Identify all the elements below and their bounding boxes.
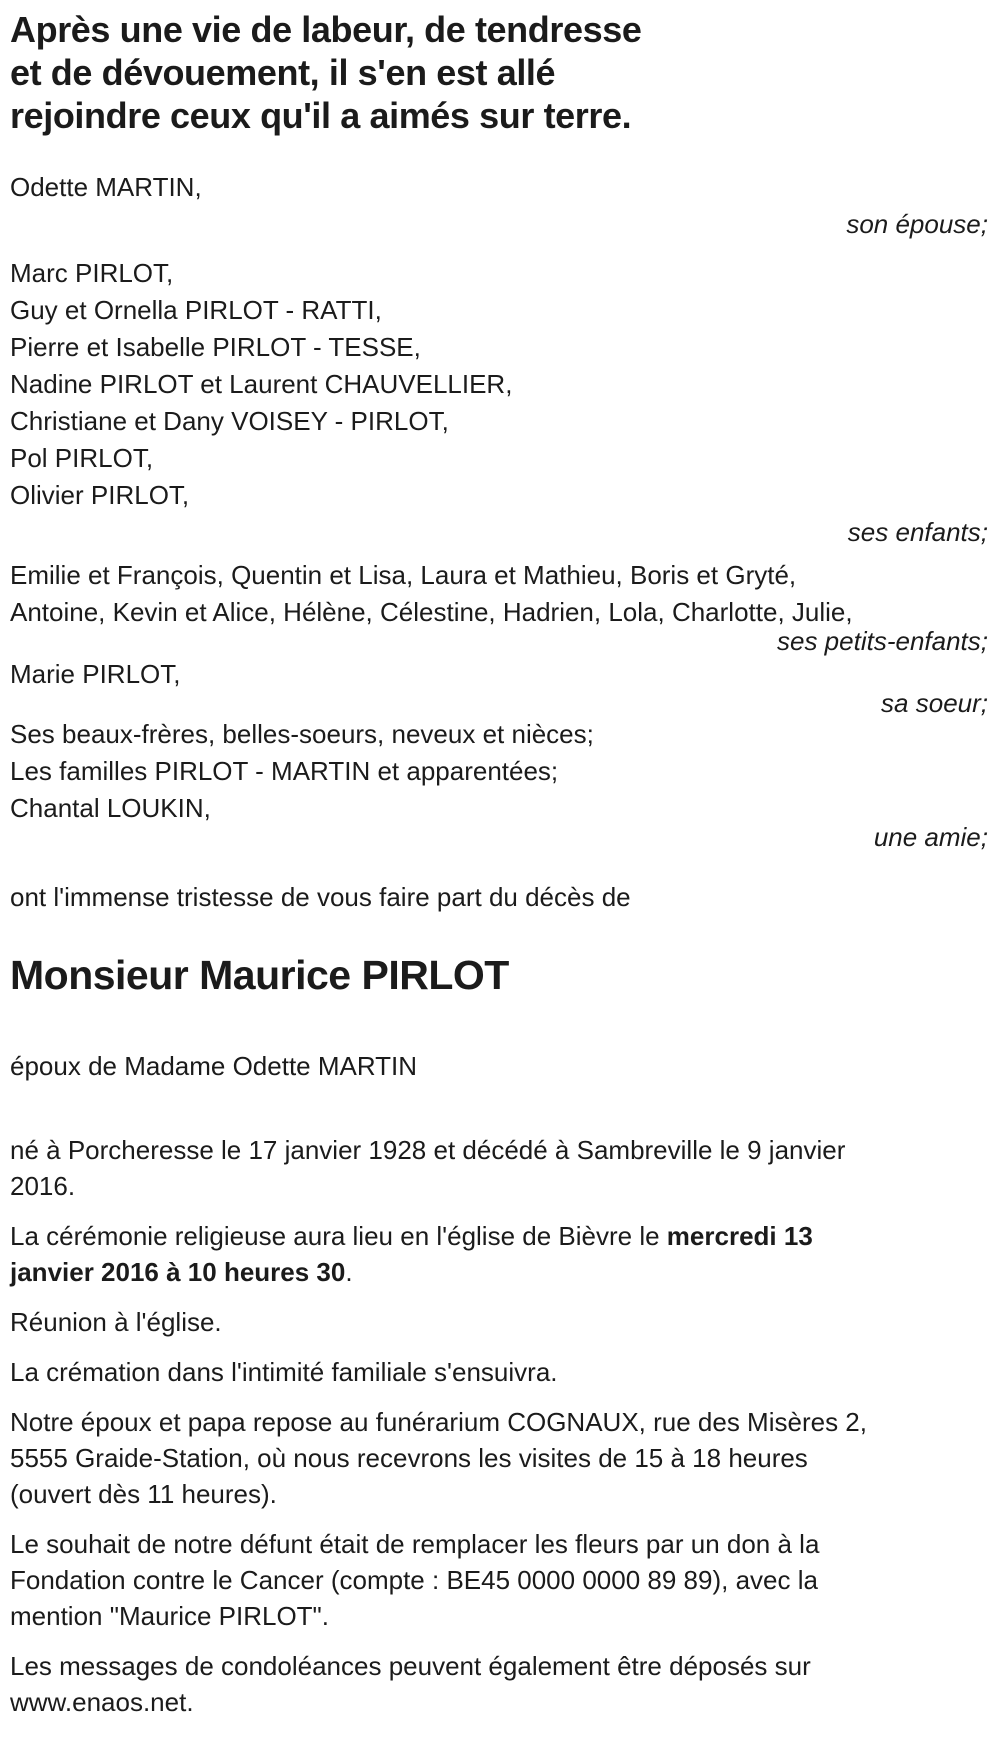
deceased-name-title: Monsieur Maurice PIRLOT xyxy=(10,952,509,998)
paragraph-line: 5555 Graide-Station, où nous recevrons les visites de 15 à 18 heures xyxy=(10,1443,808,1473)
ceremony-text: La cérémonie religieuse aura lieu en l'église de Bièvre le xyxy=(10,1221,667,1251)
paragraph-line: 2016. xyxy=(10,1171,76,1201)
cremation-paragraph xyxy=(10,1354,988,1390)
relative-name: Les familles PIRLOT - MARTIN et apparentées; xyxy=(10,756,559,786)
relative-name: Ses beaux-frères, belles-soeurs, neveux et nièces; xyxy=(10,719,594,749)
relative-name: Pierre et Isabelle PIRLOT - TESSE, xyxy=(10,332,421,362)
relative-name: Odette MARTIN, xyxy=(10,172,202,202)
relative-name: Guy et Ornella PIRLOT - RATTI, xyxy=(10,295,382,325)
relatives-group-spouse xyxy=(10,169,988,243)
relation-label: sa soeur; xyxy=(881,688,988,718)
paragraph-line xyxy=(10,1254,988,1290)
relatives-group-grandchildren xyxy=(10,557,988,656)
relative-name: Emilie et François, Quentin et Lisa, Laura et Mathieu, Boris et Gryté, xyxy=(10,560,797,590)
paragraph-line: Les messages de condoléances peuvent également être déposés sur xyxy=(10,1651,811,1681)
ceremony-paragraph xyxy=(10,1218,988,1290)
ceremony-date-bold: janvier 2016 à 10 heures 30 xyxy=(10,1257,346,1287)
relatives-group-families-friend xyxy=(10,716,988,852)
relation-label: une amie; xyxy=(873,822,988,852)
relative-name: Olivier PIRLOT, xyxy=(10,480,190,510)
paragraph-line: mention "Maurice PIRLOT". xyxy=(10,1601,330,1631)
paragraph-line: Notre époux et papa repose au funérarium COGNAUX, rue des Misères 2, xyxy=(10,1407,867,1437)
relative-name: Nadine PIRLOT et Laurent CHAUVELLIER, xyxy=(10,369,513,399)
paragraph-line: Réunion à l'église. xyxy=(10,1307,222,1337)
relatives-group-sister xyxy=(10,656,988,718)
relative-name: Christiane et Dany VOISEY - PIRLOT, xyxy=(10,406,449,436)
paragraph-line: (ouvert dès 11 heures). xyxy=(10,1479,277,1509)
relatives-list xyxy=(10,169,988,852)
relation-label: son épouse; xyxy=(846,209,988,239)
relative-name: Marc PIRLOT, xyxy=(10,258,174,288)
reunion-paragraph xyxy=(10,1304,988,1340)
relative-name: Chantal LOUKIN, xyxy=(10,793,211,823)
donation-paragraph xyxy=(10,1526,988,1634)
intro-verse xyxy=(10,8,988,137)
paragraph-line: La crémation dans l'intimité familiale s'ensuivra. xyxy=(10,1357,558,1387)
spouse-line: époux de Madame Odette MARTIN xyxy=(10,1051,418,1081)
paragraph-line: né à Porcheresse le 17 janvier 1928 et décédé à Sambreville le 9 janvier xyxy=(10,1135,846,1165)
relative-name: Marie PIRLOT, xyxy=(10,659,181,689)
ceremony-text: . xyxy=(345,1257,353,1287)
relation-label: ses petits-enfants; xyxy=(777,626,988,656)
intro-line: et de dévouement, il s'en est allé xyxy=(10,52,556,93)
birth-death-paragraph xyxy=(10,1132,988,1204)
relative-name: Pol PIRLOT, xyxy=(10,443,154,473)
funeral-home-paragraph xyxy=(10,1404,988,1512)
intro-line: rejoindre ceux qu'il a aimés sur terre. xyxy=(10,95,632,136)
relatives-group-children xyxy=(10,255,988,551)
funeral-details xyxy=(10,1132,988,1720)
intro-line: Après une vie de labeur, de tendresse xyxy=(10,9,642,50)
ceremony-date-bold: mercredi 13 xyxy=(666,1221,813,1251)
relative-name: Antoine, Kevin et Alice, Hélène, Célestine, Hadrien, Lola, Charlotte, Julie, xyxy=(10,597,853,627)
paragraph-line: Fondation contre le Cancer (compte : BE45 0000 0000 89 89), avec la xyxy=(10,1565,818,1595)
paragraph-line: Le souhait de notre défunt était de remplacer les fleurs par un don à la xyxy=(10,1529,820,1559)
condolences-paragraph xyxy=(10,1648,988,1720)
paragraph-line xyxy=(10,1218,988,1254)
announcement-line: ont l'immense tristesse de vous faire part du décès de xyxy=(10,882,631,912)
website-text: www.enaos.net. xyxy=(10,1687,194,1717)
relation-label: ses enfants; xyxy=(847,517,988,547)
